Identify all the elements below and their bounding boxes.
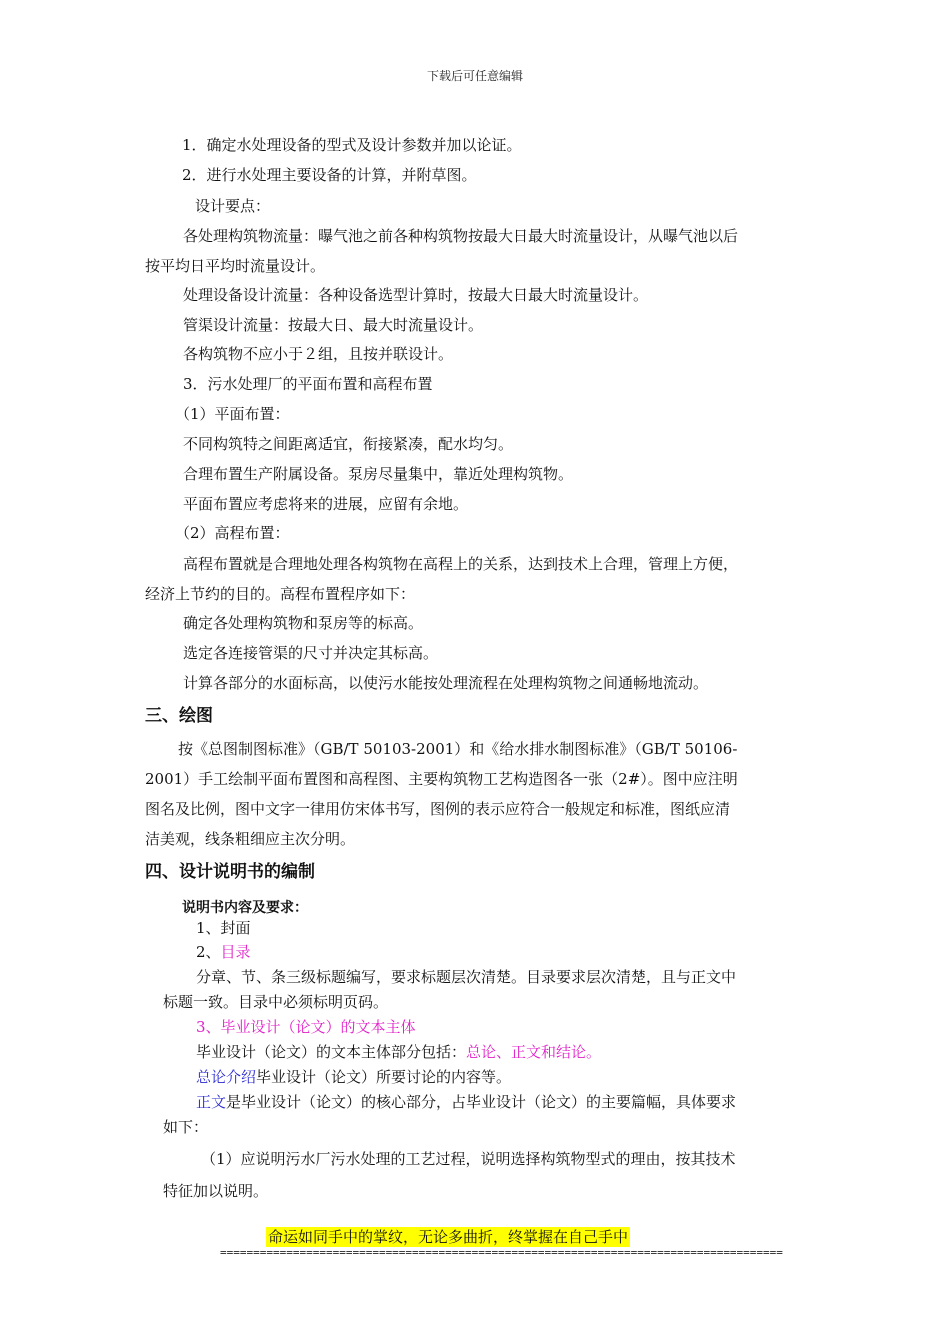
footer-rule: ===================================================================================== xyxy=(220,1246,783,1259)
paragraph-line: 经济上节约的目的。高程布置程序如下： xyxy=(145,585,416,603)
paragraph-line xyxy=(196,1067,511,1087)
overview-link[interactable]: 总论介绍 xyxy=(196,1068,257,1086)
paragraph-line: 分章、节、条三级标题编写，要求标题层次清楚。目录要求层次清楚，且与正文中 xyxy=(196,968,737,986)
paragraph-line: 标题一致。目录中必须标明页码。 xyxy=(163,993,389,1011)
paragraph-line: 各处理构筑物流量：曝气池之前各种构筑物按最大日最大时流量设计，从曝气池以后 xyxy=(183,227,739,245)
paragraph-line: 图名及比例，图中文字一律用仿宋体书写，图例的表示应符合一般规定和标准，图纸应清 xyxy=(145,800,731,818)
paragraph-line: 1．确定水处理设备的型式及设计参数并加以论证。 xyxy=(182,136,522,154)
section-heading: 三、绘图 xyxy=(145,706,213,726)
body-parts-link[interactable]: 总论、正文和结论。 xyxy=(466,1043,602,1061)
paragraph-line: （1）应说明污水厂污水处理的工艺过程，说明选择构筑物型式的理由，按其技术 xyxy=(201,1150,736,1168)
paragraph-line: （1）平面布置： xyxy=(175,405,290,423)
paragraph-line: 高程布置就是合理地处理各构筑物在高程上的关系，达到技术上合理，管理上方便， xyxy=(183,555,739,573)
list-item: 1、封面 xyxy=(196,919,251,937)
footer-motto: 命运如同手中的掌纹，无论多曲折，终掌握在自己手中 xyxy=(268,1228,629,1246)
paragraph-line: 管渠设计流量：按最大日、最大时流量设计。 xyxy=(183,316,484,334)
paragraph-line: 选定各连接管渠的尺寸并决定其标高。 xyxy=(183,644,439,662)
paragraph-line: 如下： xyxy=(163,1118,209,1136)
main-text: 是毕业设计（论文）的核心部分，占毕业设计（论文）的主要篇幅，具体要求 xyxy=(226,1093,737,1111)
paragraph-line: 2．进行水处理主要设备的计算，并附草图。 xyxy=(182,166,477,184)
paragraph-line: 设计要点： xyxy=(195,197,271,215)
paragraph-line: 洁美观，线条粗细应主次分明。 xyxy=(145,830,356,848)
toc-link[interactable]: 目录 xyxy=(220,943,251,961)
subheading: 说明书内容及要求： xyxy=(182,900,308,916)
paragraph-line: 2001）手工绘制平面布置图和高程图、主要构筑物工艺构造图各一张（2#）。图中应注明 xyxy=(145,770,738,788)
paragraph-line: 各构筑物不应小于２组，且按并联设计。 xyxy=(183,345,454,363)
list-item xyxy=(196,942,251,962)
paragraph-line: 特征加以说明。 xyxy=(163,1182,269,1200)
paragraph-line: 确定各处理构筑物和泵房等的标高。 xyxy=(183,614,424,632)
header-note: 下载后可任意编辑 xyxy=(426,69,523,83)
paragraph-line: 按《总图制图标准》（GB/T 50103-2001）和《给水排水制图标准》（GB/T 50106- xyxy=(178,740,738,758)
section-heading: 四、设计说明书的编制 xyxy=(145,862,315,882)
paragraph-line: 处理设备设计流量：各种设备选型计算时，按最大日最大时流量设计。 xyxy=(183,286,649,304)
list-item[interactable]: 3、毕业设计（论文）的文本主体 xyxy=(196,1018,416,1036)
main-text-link[interactable]: 正文 xyxy=(196,1093,227,1111)
paragraph-line: 按平均日平均时流量设计。 xyxy=(145,257,326,275)
paragraph-line: 合理布置生产附属设备。泵房尽量集中，靠近处理构筑物。 xyxy=(183,465,574,483)
paragraph-line xyxy=(196,1092,736,1112)
paragraph-line: 3．污水处理厂的平面布置和高程布置 xyxy=(183,375,433,393)
paragraph-line: （2）高程布置： xyxy=(175,524,290,542)
paragraph-line: 不同构筑特之间距离适宜，衔接紧凑，配水均匀。 xyxy=(183,435,514,453)
body-intro: 毕业设计（论文）的文本主体部分包括： xyxy=(196,1043,467,1061)
paragraph-line: 计算各部分的水面标高，以使污水能按处理流程在处理构筑物之间通畅地流动。 xyxy=(183,674,709,692)
paragraph-line xyxy=(196,1042,601,1062)
overview-text: 毕业设计（论文）所要讨论的内容等。 xyxy=(256,1068,512,1086)
paragraph-line: 平面布置应考虑将来的进展，应留有余地。 xyxy=(183,495,469,513)
list-number: 2、 xyxy=(196,943,221,961)
